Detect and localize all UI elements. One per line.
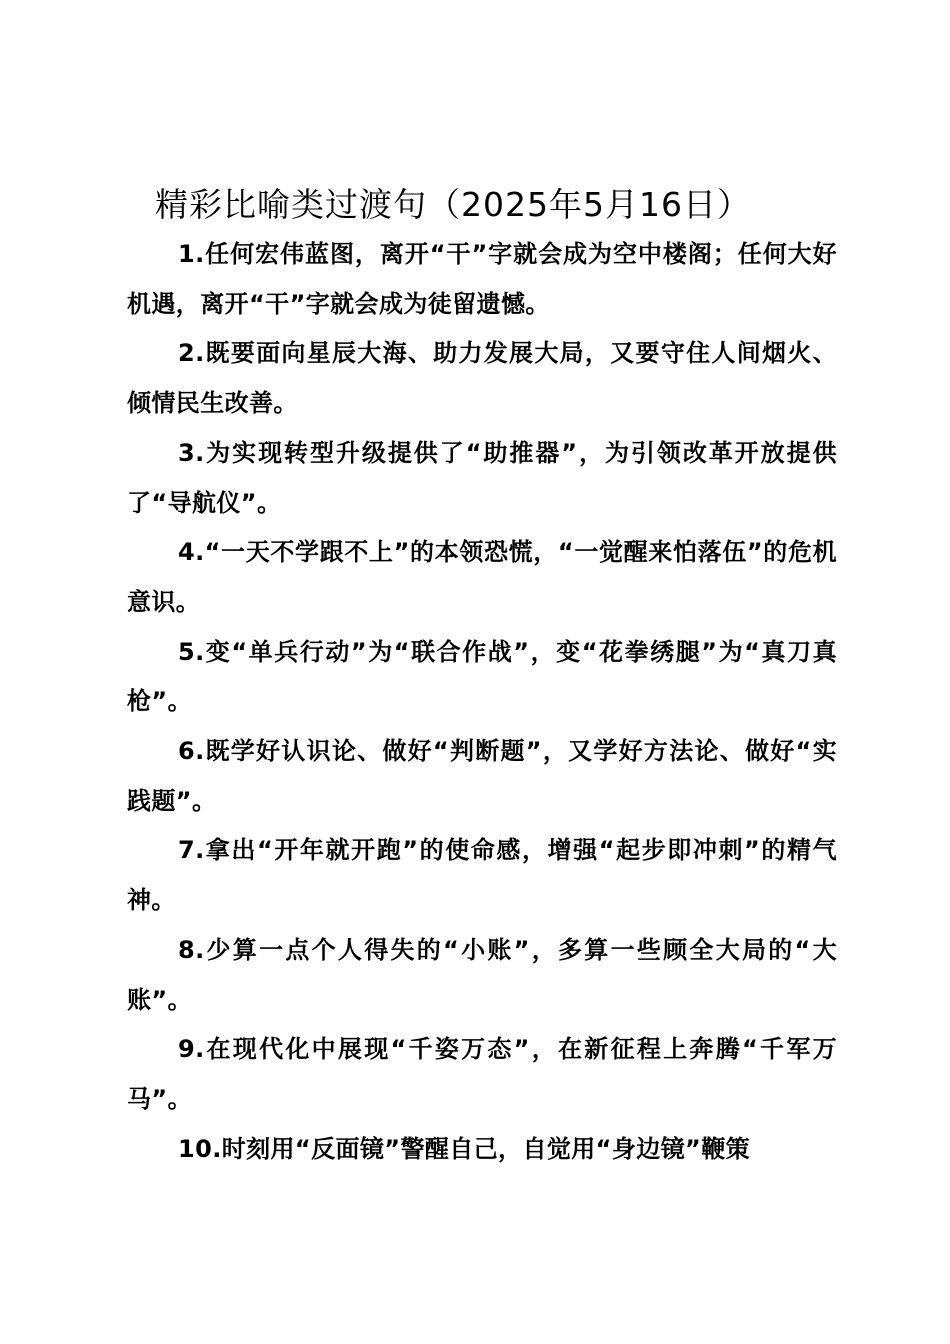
list-item: 3.为实现转型升级提供了“助推器”，为引领改革开放提供了“导航仪”。 <box>127 438 837 517</box>
list-item: 7.拿出“开年就开跑”的使命感，增强“起步即冲刺”的精气神。 <box>127 836 837 915</box>
item-list <box>127 230 837 1174</box>
document-title: 精彩比喻类过渡句（2025年5月16日） <box>155 185 751 224</box>
list-item: 8.少算一点个人得失的“小账”，多算一些顾全大局的“大账”。 <box>127 935 837 1014</box>
list-item: 9.在现代化中展现“千姿万态”，在新征程上奔腾“千军万马”。 <box>127 1035 837 1113</box>
list-item: 1.任何宏伟蓝图，离开“干”字就会成为空中楼阁；任何大好机遇，离开“干”字就会成为徒留遗憾。 <box>127 240 837 318</box>
list-item: 2.既要面向星辰大海、助力发展大局，又要守住人间烟火、倾情民生改善。 <box>127 339 837 418</box>
list-item: 10.时刻用“反面镜”警醒自己，自觉用“身边镜”鞭策 <box>178 1134 751 1163</box>
list-item: 4.“一天不学跟不上”的本领恐慌，“一觉醒来怕落伍”的危机意识。 <box>127 538 837 616</box>
list-item: 5.变“单兵行动”为“联合作战”，变“花拳绣腿”为“真刀真枪”。 <box>127 637 837 716</box>
list-item: 6.既学好认识论、做好“判断题”，又学好方法论、做好“实践题”。 <box>127 737 837 815</box>
